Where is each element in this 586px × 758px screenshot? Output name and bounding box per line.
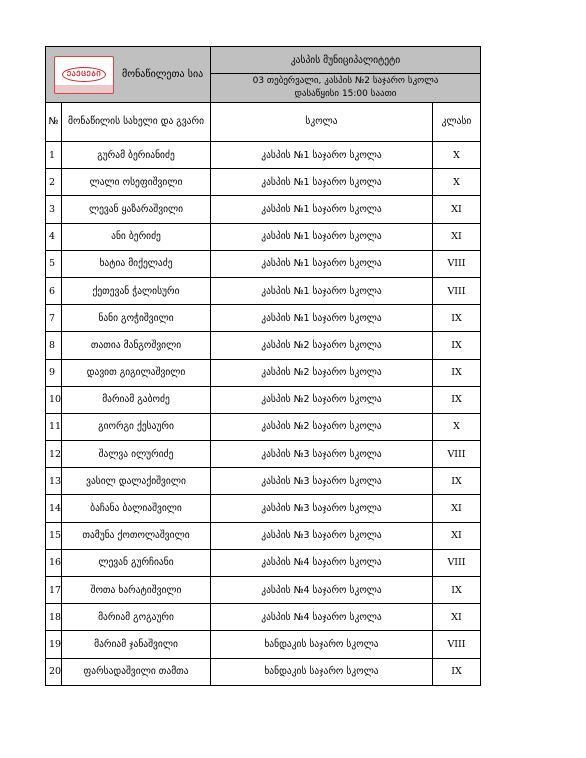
school-name: ხანდაკის საჯარო სკოლა (211, 658, 433, 685)
list-title: მონაწილეთა სია (122, 69, 204, 80)
grade-level: IX (433, 386, 481, 413)
row-number: 15 (46, 522, 62, 549)
school-name: კასპის №2 საჯარო სკოლა (211, 386, 433, 413)
column-header-name: მონაწილის სახელი და გვარი (62, 103, 211, 142)
table-row (46, 631, 481, 658)
row-number: 1 (46, 142, 62, 169)
participant-name: შოთა ხარატიშვილი (62, 577, 211, 604)
school-name: კასპის №1 საჯარო სკოლა (211, 223, 433, 250)
table-row (46, 250, 481, 277)
participant-name: დავით გიგილაშვილი (62, 359, 211, 386)
participant-name: ლევან გურჩიანი (62, 549, 211, 576)
row-number: 19 (46, 631, 62, 658)
school-name: კასპის №4 საჯარო სკოლა (211, 604, 433, 631)
table-row (46, 658, 481, 685)
school-name: კასპის №1 საჯარო სკოლა (211, 142, 433, 169)
row-number: 11 (46, 413, 62, 440)
school-name: კასპის №4 საჯარო სკოლა (211, 577, 433, 604)
table-row (46, 277, 481, 304)
participants-table (45, 46, 481, 686)
school-name: კასპის №4 საჯარო სკოლა (211, 549, 433, 576)
row-number: 4 (46, 223, 62, 250)
school-name: კასპის №1 საჯარო სკოლა (211, 196, 433, 223)
school-name: კასპის №1 საჯარო სკოლა (211, 277, 433, 304)
grade-level: IX (433, 359, 481, 386)
participant-name: ლალი ოსეფიშვილი (62, 169, 211, 196)
event-details (211, 74, 481, 103)
grade-level: IX (433, 468, 481, 495)
participant-name: თათია მანგოშვილი (62, 332, 211, 359)
school-name: კასპის №1 საჯარო სკოლა (211, 169, 433, 196)
table-row (46, 332, 481, 359)
participant-name: ანი ბერიძე (62, 223, 211, 250)
grade-level: VIII (433, 277, 481, 304)
school-name: კასპის №2 საჯარო სკოლა (211, 413, 433, 440)
event-start-time: დასაწყისი 15:00 საათი (294, 89, 397, 99)
table-row (46, 413, 481, 440)
participant-name: გიორგი ქესაური (62, 413, 211, 440)
grade-level: XI (433, 495, 481, 522)
row-number: 7 (46, 305, 62, 332)
grade-level: VIII (433, 631, 481, 658)
participant-name: ბაჩანა ბალიაშვილი (62, 495, 211, 522)
participant-name: ვასილ დალაქიშვილი (62, 468, 211, 495)
grade-level: IX (433, 577, 481, 604)
row-number: 5 (46, 250, 62, 277)
table-row (46, 577, 481, 604)
logo-text: ᲔᲐᲔᲪᲔᲑᲘ (62, 67, 106, 82)
grade-level: IX (433, 332, 481, 359)
column-header-school: სკოლა (211, 103, 433, 142)
row-number: 3 (46, 196, 62, 223)
school-name: კასპის №1 საჯარო სკოლა (211, 250, 433, 277)
row-number: 14 (46, 495, 62, 522)
participant-name: ხატია მიქელაძე (62, 250, 211, 277)
participant-name: შალვა ილურიძე (62, 441, 211, 468)
participant-name: გურამ ბერიანიძე (62, 142, 211, 169)
participants-sheet (45, 46, 480, 686)
table-row (46, 495, 481, 522)
row-number: 13 (46, 468, 62, 495)
participant-name: მარიამ გაბოძე (62, 386, 211, 413)
table-row (46, 223, 481, 250)
participant-name: მარიამ გოგაური (62, 604, 211, 631)
row-number: 12 (46, 441, 62, 468)
table-row (46, 386, 481, 413)
municipality-title: კასპის მუნიციპალიტეტი (211, 47, 481, 74)
organization-logo (54, 56, 114, 94)
school-name: კასპის №3 საჯარო სკოლა (211, 495, 433, 522)
table-row (46, 305, 481, 332)
row-number: 9 (46, 359, 62, 386)
school-name: კასპის №3 საჯარო სკოლა (211, 468, 433, 495)
grade-level: VIII (433, 549, 481, 576)
grade-level: X (433, 142, 481, 169)
school-name: კასპის №1 საჯარო სკოლა (211, 305, 433, 332)
row-number: 17 (46, 577, 62, 604)
row-number: 20 (46, 658, 62, 685)
grade-level: XI (433, 522, 481, 549)
table-row (46, 196, 481, 223)
participant-name: ფარსადაშვილი თამთა (62, 658, 211, 685)
school-name: კასპის №2 საჯარო სკოლა (211, 359, 433, 386)
grade-level: IX (433, 658, 481, 685)
participant-name: ნანი გოჭიშვილი (62, 305, 211, 332)
column-header-number: № (46, 103, 62, 142)
row-number: 2 (46, 169, 62, 196)
row-number: 16 (46, 549, 62, 576)
grade-level: XI (433, 196, 481, 223)
grade-level: XI (433, 604, 481, 631)
school-name: კასპის №3 საჯარო სკოლა (211, 522, 433, 549)
table-row (46, 142, 481, 169)
row-number: 18 (46, 604, 62, 631)
participant-name: ლევან ყაზარაშვილი (62, 196, 211, 223)
school-name: ხანდაკის საჯარო სკოლა (211, 631, 433, 658)
participant-name: თამუნა ქოთოლაშვილი (62, 522, 211, 549)
event-date-location: 03 თებერვალი, კასპის №2 საჯარო სკოლა (252, 76, 439, 86)
grade-level: VIII (433, 441, 481, 468)
row-number: 8 (46, 332, 62, 359)
participant-name: მარიამ ჯანაშვილი (62, 631, 211, 658)
participant-name: ქეთევან ჭალისური (62, 277, 211, 304)
grade-level: X (433, 413, 481, 440)
grade-level: VIII (433, 250, 481, 277)
table-row (46, 359, 481, 386)
grade-level: IX (433, 305, 481, 332)
school-name: კასპის №2 საჯარო სკოლა (211, 332, 433, 359)
grade-level: XI (433, 223, 481, 250)
logo-header-cell (46, 47, 211, 103)
table-row (46, 441, 481, 468)
table-row (46, 604, 481, 631)
table-row (46, 468, 481, 495)
row-number: 6 (46, 277, 62, 304)
table-row (46, 549, 481, 576)
table-row (46, 169, 481, 196)
grade-level: X (433, 169, 481, 196)
row-number: 10 (46, 386, 62, 413)
school-name: კასპის №3 საჯარო სკოლა (211, 441, 433, 468)
column-header-grade: კლასი (433, 103, 481, 142)
table-row (46, 522, 481, 549)
